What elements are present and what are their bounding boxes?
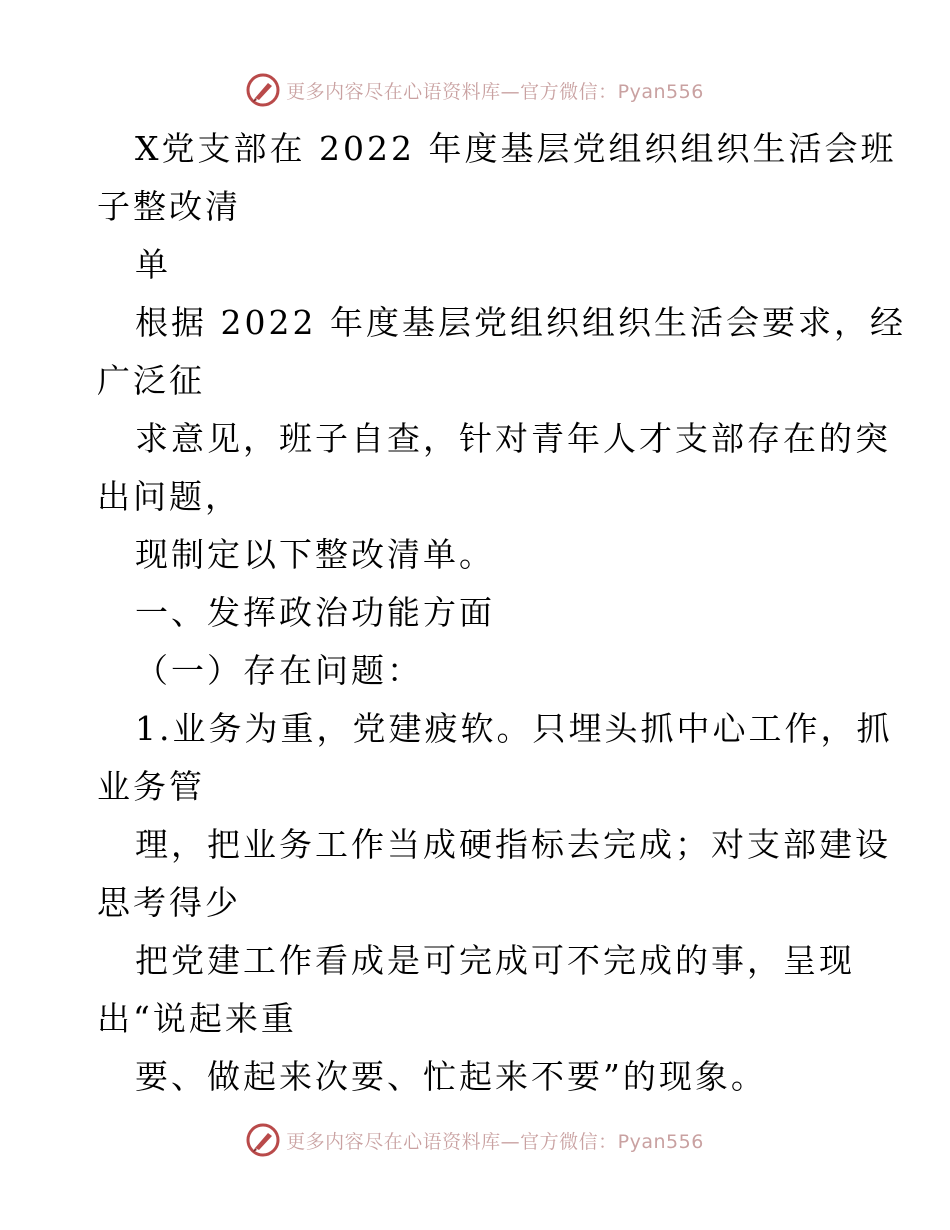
body-line: 把党建工作看成是可完成可不完成的事，呈现 [135, 941, 855, 980]
watermark-text: 更多内容尽在心语资料库—官方微信：Pyan556 [286, 80, 704, 103]
pen-logo-icon [246, 1123, 280, 1157]
body-line: 广泛征 [97, 361, 205, 400]
body-line: X党支部在 2022 年度基层党组织组织生活会班 [135, 129, 897, 168]
body-line: 思考得少 [97, 883, 241, 922]
body-line: 现制定以下整改清单。 [135, 535, 495, 574]
watermark-text: 更多内容尽在心语资料库—官方微信：Pyan556 [286, 1130, 704, 1153]
pen-logo-icon [246, 73, 280, 107]
body-line: 出问题， [97, 477, 241, 516]
body-line: 一、发挥政治功能方面 [135, 593, 495, 632]
body-line: 出“说起来重 [97, 999, 297, 1038]
header-watermark-banner [0, 70, 950, 110]
document-body [97, 120, 906, 1106]
footer-watermark-banner [0, 1120, 950, 1160]
body-line: 要、做起来次要、忙起来不要”的现象。 [135, 1057, 767, 1096]
body-line: （一）存在问题： [135, 651, 423, 690]
body-line: 1.业务为重，党建疲软。只埋头抓中心工作，抓 [135, 709, 893, 748]
body-line: 子整改清 [97, 187, 241, 226]
body-line: 求意见，班子自查，针对青年人才支部存在的突 [135, 419, 891, 458]
body-line: 单 [135, 245, 171, 284]
body-line: 理，把业务工作当成硬指标去完成；对支部建设 [135, 825, 891, 864]
body-line: 业务管 [97, 767, 205, 806]
body-line: 根据 2022 年度基层党组织组织生活会要求，经 [135, 303, 906, 342]
